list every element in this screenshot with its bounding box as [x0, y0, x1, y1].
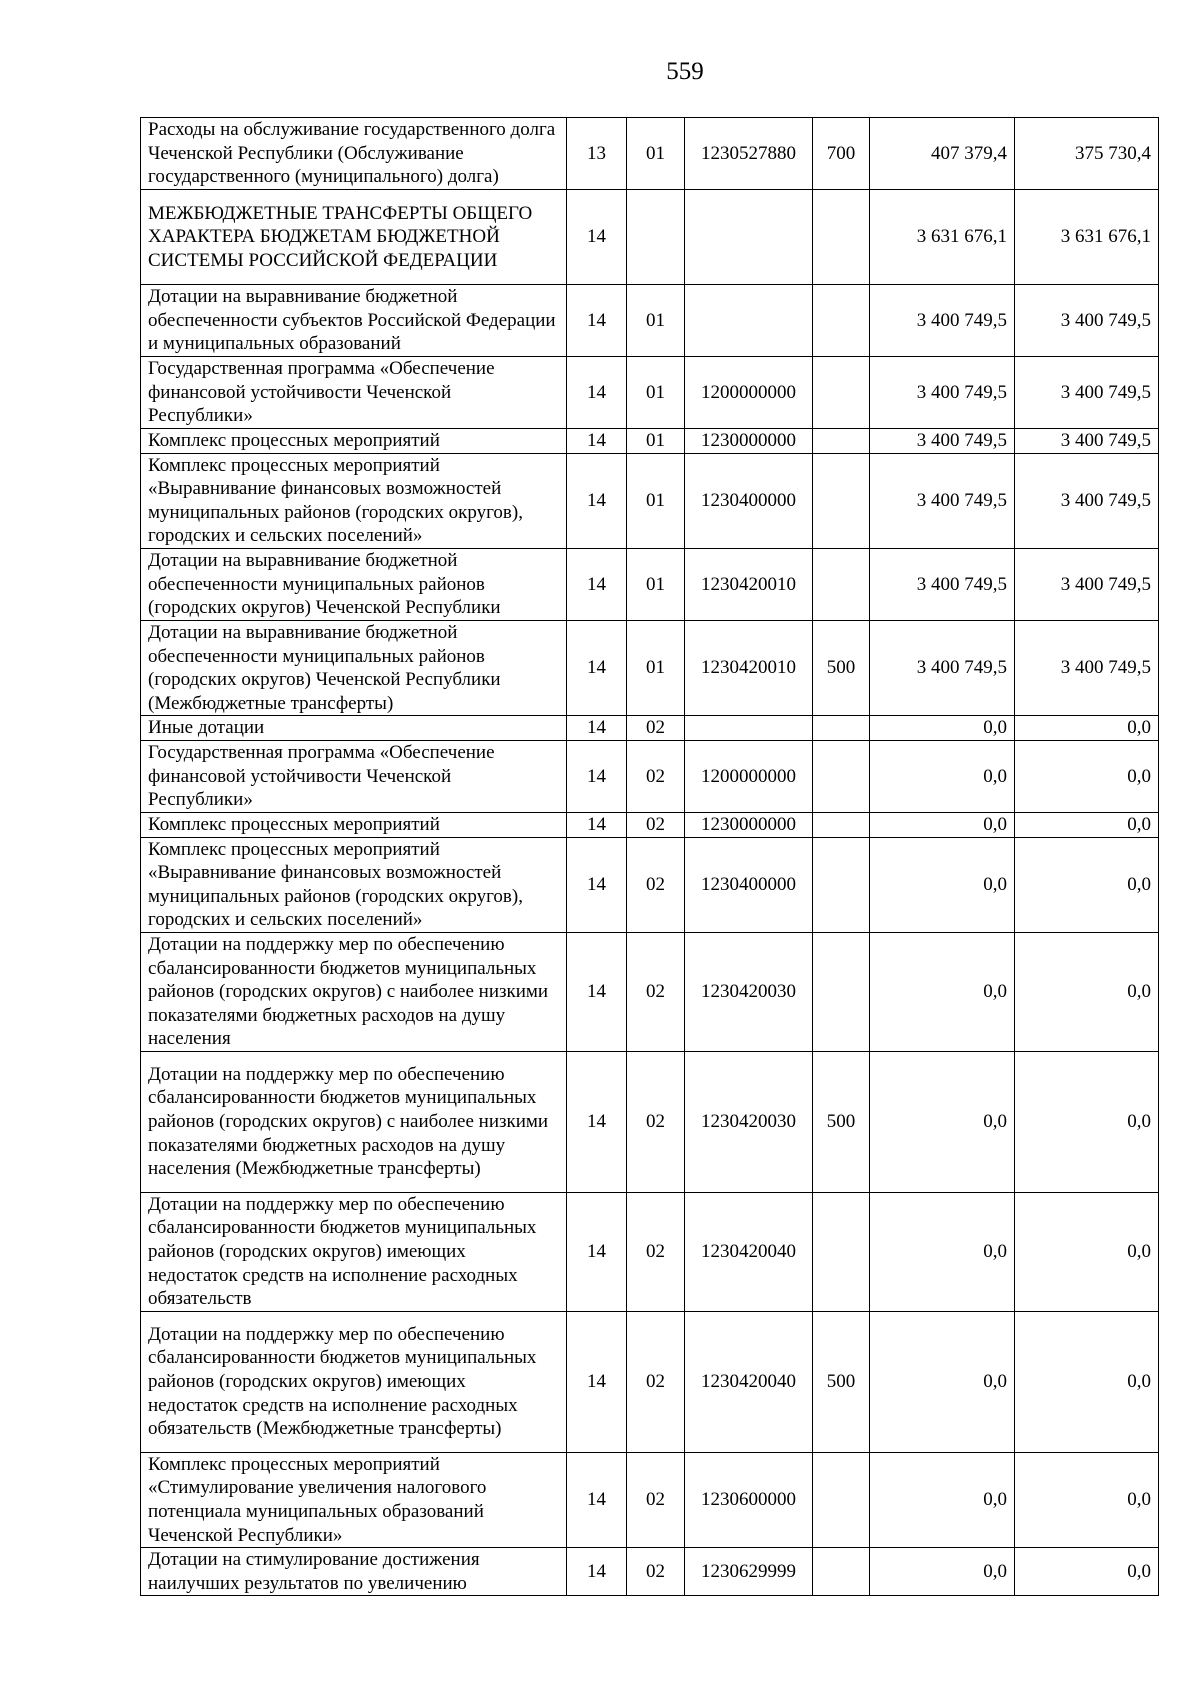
- row-subsection-cell: 02: [627, 932, 685, 1051]
- row-sum-2-cell: 3 400 749,5: [1015, 548, 1159, 620]
- row-section-cell: 14: [567, 620, 627, 715]
- row-sum-1-cell: 0,0: [870, 837, 1015, 932]
- row-sum-1-cell: 0,0: [870, 932, 1015, 1051]
- row-name-cell: Дотации на стимулирование достижения наилучших результатов по увеличению: [141, 1548, 567, 1596]
- row-target-article-cell: 1230400000: [685, 837, 813, 932]
- table-row: [141, 716, 1159, 741]
- row-name-cell: Дотации на поддержку мер по обеспечению сбалансированности бюджетов муниципальных районов (городских округов) с наиболее низкими показателями бюджетных расходов на душу населения (Межбюджетные трансферты): [141, 1051, 567, 1192]
- row-sum-1-cell: 0,0: [870, 1452, 1015, 1547]
- row-sum-2-cell: 0,0: [1015, 716, 1159, 741]
- table-row: [141, 1311, 1159, 1452]
- table-row: [141, 1548, 1159, 1596]
- row-expense-type-cell: [813, 1192, 870, 1311]
- row-target-article-cell: 1230600000: [685, 1452, 813, 1547]
- row-sum-2-cell: 375 730,4: [1015, 118, 1159, 190]
- row-section-cell: 14: [567, 1051, 627, 1192]
- row-subsection-cell: 01: [627, 453, 685, 548]
- row-expense-type-cell: [813, 285, 870, 357]
- row-section-cell: 14: [567, 716, 627, 741]
- table-row: [141, 190, 1159, 285]
- row-target-article-cell: 1230000000: [685, 812, 813, 837]
- row-target-article-cell: 1230420030: [685, 932, 813, 1051]
- row-sum-2-cell: 0,0: [1015, 1452, 1159, 1547]
- row-sum-2-cell: 3 400 749,5: [1015, 429, 1159, 454]
- row-section-cell: 14: [567, 285, 627, 357]
- row-subsection-cell: 02: [627, 1548, 685, 1596]
- row-subsection-cell: 02: [627, 1452, 685, 1547]
- row-name-cell: Иные дотации: [141, 716, 567, 741]
- row-sum-2-cell: 0,0: [1015, 1051, 1159, 1192]
- row-target-article-cell: [685, 190, 813, 285]
- row-sum-2-cell: 3 400 749,5: [1015, 285, 1159, 357]
- row-name-cell: Дотации на поддержку мер по обеспечению сбалансированности бюджетов муниципальных районов (городских округов) имеющих недостаток средств на исполнение расходных обязательств (Межбюджетные трансферты): [141, 1311, 567, 1452]
- row-subsection-cell: 02: [627, 812, 685, 837]
- row-subsection-cell: [627, 190, 685, 285]
- row-expense-type-cell: [813, 1548, 870, 1596]
- row-sum-1-cell: 3 400 749,5: [870, 620, 1015, 715]
- row-expense-type-cell: [813, 548, 870, 620]
- row-section-cell: 14: [567, 812, 627, 837]
- row-name-cell: Комплекс процессных мероприятий «Выравнивание финансовых возможностей муниципальных районов (городских округов), городских и сельских поселений»: [141, 837, 567, 932]
- row-section-cell: 14: [567, 740, 627, 812]
- table-row: [141, 620, 1159, 715]
- row-expense-type-cell: [813, 453, 870, 548]
- table-row: [141, 1192, 1159, 1311]
- row-section-cell: 14: [567, 1452, 627, 1547]
- row-subsection-cell: 01: [627, 548, 685, 620]
- row-expense-type-cell: [813, 429, 870, 454]
- row-sum-1-cell: 0,0: [870, 1051, 1015, 1192]
- row-sum-1-cell: 3 400 749,5: [870, 548, 1015, 620]
- row-section-cell: 14: [567, 932, 627, 1051]
- row-target-article-cell: 1230629999: [685, 1548, 813, 1596]
- row-name-cell: Государственная программа «Обеспечение финансовой устойчивости Чеченской Республики»: [141, 357, 567, 429]
- row-sum-2-cell: 0,0: [1015, 1192, 1159, 1311]
- row-expense-type-cell: 500: [813, 1311, 870, 1452]
- row-sum-2-cell: 3 631 676,1: [1015, 190, 1159, 285]
- row-target-article-cell: 1230420040: [685, 1192, 813, 1311]
- row-target-article-cell: 1230000000: [685, 429, 813, 454]
- row-target-article-cell: 1200000000: [685, 740, 813, 812]
- row-sum-2-cell: 0,0: [1015, 1548, 1159, 1596]
- row-section-cell: 14: [567, 190, 627, 285]
- row-expense-type-cell: 500: [813, 1051, 870, 1192]
- row-target-article-cell: [685, 285, 813, 357]
- row-section-cell: 14: [567, 1548, 627, 1596]
- row-subsection-cell: 01: [627, 429, 685, 454]
- page-number: 559: [666, 58, 704, 85]
- row-sum-2-cell: 0,0: [1015, 1311, 1159, 1452]
- row-sum-1-cell: 0,0: [870, 740, 1015, 812]
- row-name-cell: Дотации на поддержку мер по обеспечению сбалансированности бюджетов муниципальных районов (городских округов) с наиболее низкими показателями бюджетных расходов на душу населения: [141, 932, 567, 1051]
- row-expense-type-cell: [813, 812, 870, 837]
- row-sum-2-cell: 3 400 749,5: [1015, 620, 1159, 715]
- row-subsection-cell: 02: [627, 1311, 685, 1452]
- row-sum-1-cell: 3 400 749,5: [870, 429, 1015, 454]
- row-sum-1-cell: 0,0: [870, 812, 1015, 837]
- table-row: [141, 429, 1159, 454]
- row-sum-1-cell: 407 379,4: [870, 118, 1015, 190]
- row-sum-2-cell: 0,0: [1015, 812, 1159, 837]
- row-sum-2-cell: 0,0: [1015, 837, 1159, 932]
- row-expense-type-cell: [813, 1452, 870, 1547]
- row-sum-1-cell: 0,0: [870, 1548, 1015, 1596]
- row-expense-type-cell: 700: [813, 118, 870, 190]
- row-target-article-cell: 1230420040: [685, 1311, 813, 1452]
- row-name-cell: Дотации на поддержку мер по обеспечению сбалансированности бюджетов муниципальных районов (городских округов) имеющих недостаток средств на исполнение расходных обязательств: [141, 1192, 567, 1311]
- row-sum-1-cell: 3 400 749,5: [870, 285, 1015, 357]
- row-sum-2-cell: 0,0: [1015, 740, 1159, 812]
- table-row: [141, 1051, 1159, 1192]
- table-row: [141, 548, 1159, 620]
- table-row: [141, 357, 1159, 429]
- row-expense-type-cell: [813, 932, 870, 1051]
- row-sum-2-cell: 3 400 749,5: [1015, 453, 1159, 548]
- row-expense-type-cell: [813, 740, 870, 812]
- row-name-cell: Государственная программа «Обеспечение финансовой устойчивости Чеченской Республики»: [141, 740, 567, 812]
- row-name-cell: Комплекс процессных мероприятий: [141, 812, 567, 837]
- row-section-cell: 14: [567, 357, 627, 429]
- row-target-article-cell: 1200000000: [685, 357, 813, 429]
- row-target-article-cell: 1230420030: [685, 1051, 813, 1192]
- row-section-cell: 13: [567, 118, 627, 190]
- table-row: [141, 837, 1159, 932]
- table-row: [141, 812, 1159, 837]
- table-body: [141, 118, 1159, 1596]
- row-sum-1-cell: 3 400 749,5: [870, 357, 1015, 429]
- row-section-cell: 14: [567, 837, 627, 932]
- row-name-cell: Расходы на обслуживание государственного долга Чеченской Республики (Обслуживание государственного (муниципального) долга): [141, 118, 567, 190]
- row-expense-type-cell: [813, 716, 870, 741]
- row-expense-type-cell: 500: [813, 620, 870, 715]
- row-sum-1-cell: 0,0: [870, 1311, 1015, 1452]
- row-sum-1-cell: 0,0: [870, 1192, 1015, 1311]
- row-subsection-cell: 01: [627, 357, 685, 429]
- row-target-article-cell: 1230400000: [685, 453, 813, 548]
- row-section-cell: 14: [567, 1192, 627, 1311]
- row-name-cell: Комплекс процессных мероприятий: [141, 429, 567, 454]
- row-expense-type-cell: [813, 357, 870, 429]
- row-subsection-cell: 01: [627, 620, 685, 715]
- row-subsection-cell: 02: [627, 740, 685, 812]
- row-sum-1-cell: 3 400 749,5: [870, 453, 1015, 548]
- row-subsection-cell: 02: [627, 1051, 685, 1192]
- row-section-cell: 14: [567, 548, 627, 620]
- row-name-cell: МЕЖБЮДЖЕТНЫЕ ТРАНСФЕРТЫ ОБЩЕГО ХАРАКТЕРА БЮДЖЕТАМ БЮДЖЕТНОЙ СИСТЕМЫ РОССИЙСКОЙ ФЕДЕРАЦИИ: [141, 190, 567, 285]
- row-sum-1-cell: 0,0: [870, 716, 1015, 741]
- row-subsection-cell: 01: [627, 285, 685, 357]
- table-row: [141, 118, 1159, 190]
- table-row: [141, 285, 1159, 357]
- row-sum-1-cell: 3 631 676,1: [870, 190, 1015, 285]
- row-subsection-cell: 01: [627, 118, 685, 190]
- row-section-cell: 14: [567, 453, 627, 548]
- row-name-cell: Дотации на выравнивание бюджетной обеспеченности муниципальных районов (городских округов) Чеченской Республики (Межбюджетные трансферты): [141, 620, 567, 715]
- row-name-cell: Дотации на выравнивание бюджетной обеспеченности муниципальных районов (городских округов) Чеченской Республики: [141, 548, 567, 620]
- row-name-cell: Дотации на выравнивание бюджетной обеспеченности субъектов Российской Федерации и муниципальных образований: [141, 285, 567, 357]
- row-expense-type-cell: [813, 190, 870, 285]
- row-name-cell: Комплекс процессных мероприятий «Выравнивание финансовых возможностей муниципальных районов (городских округов), городских и сельских поселений»: [141, 453, 567, 548]
- row-target-article-cell: [685, 716, 813, 741]
- budget-table: [140, 117, 1159, 1596]
- row-target-article-cell: 1230420010: [685, 548, 813, 620]
- table-row: [141, 453, 1159, 548]
- row-expense-type-cell: [813, 837, 870, 932]
- row-name-cell: Комплекс процессных мероприятий «Стимулирование увеличения налогового потенциала муниципальных образований Чеченской Республики»: [141, 1452, 567, 1547]
- table-row: [141, 932, 1159, 1051]
- row-subsection-cell: 02: [627, 837, 685, 932]
- row-sum-2-cell: 0,0: [1015, 932, 1159, 1051]
- row-section-cell: 14: [567, 1311, 627, 1452]
- row-target-article-cell: 1230527880: [685, 118, 813, 190]
- row-section-cell: 14: [567, 429, 627, 454]
- row-sum-2-cell: 3 400 749,5: [1015, 357, 1159, 429]
- row-subsection-cell: 02: [627, 716, 685, 741]
- table-row: [141, 1452, 1159, 1547]
- table-row: [141, 740, 1159, 812]
- row-subsection-cell: 02: [627, 1192, 685, 1311]
- row-target-article-cell: 1230420010: [685, 620, 813, 715]
